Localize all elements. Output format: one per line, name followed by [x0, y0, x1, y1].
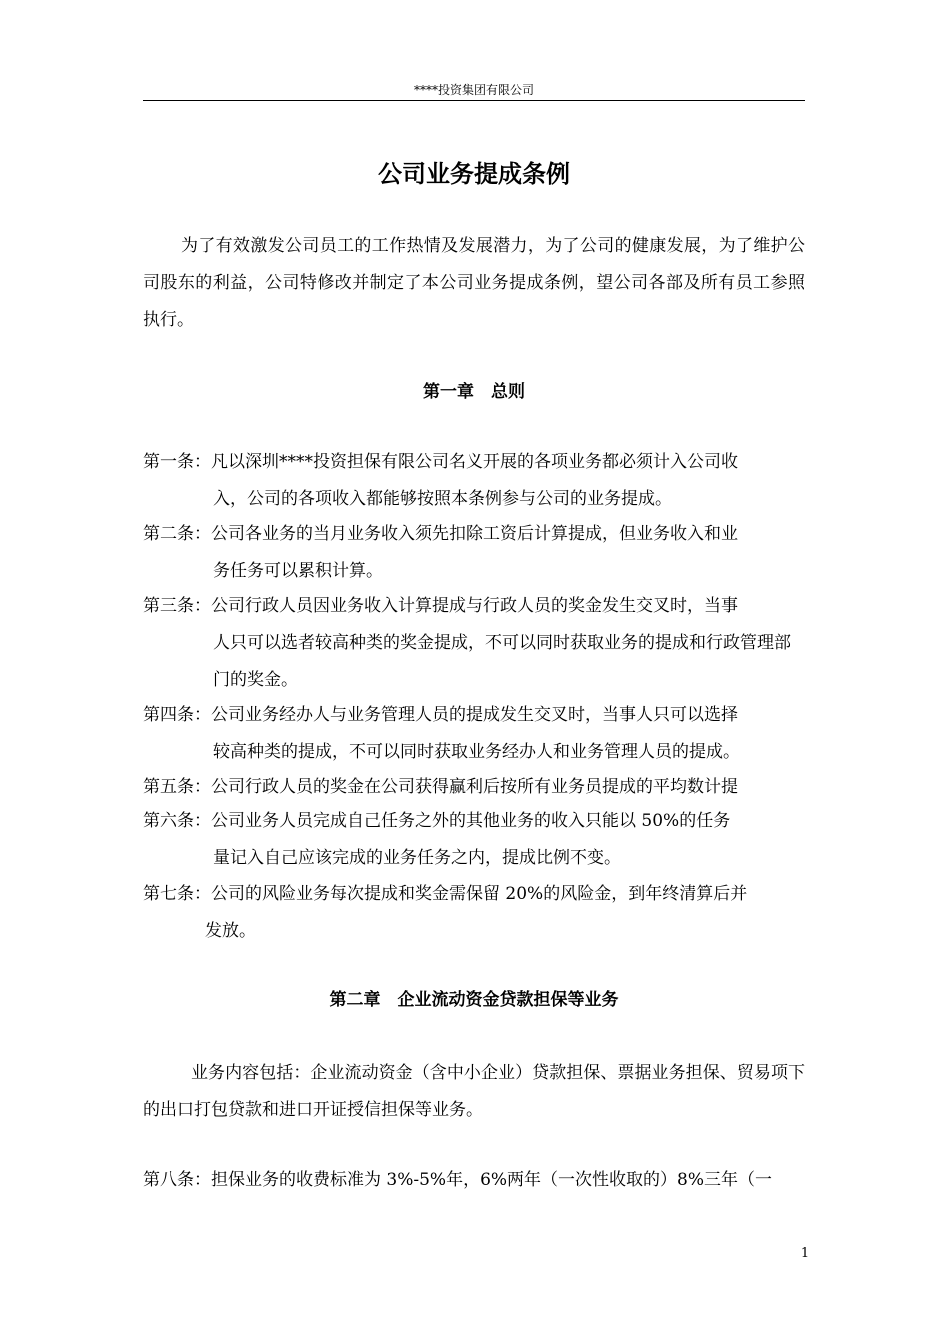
header-rule [143, 100, 805, 101]
article-text-line1: 公司业务经办人与业务管理人员的提成发生交叉时，当事人只可以选择 [211, 705, 738, 725]
article-text-line1: 公司行政人员的奖金在公司获得赢利后按所有业务员提成的平均数计提 [211, 777, 738, 797]
article-label: 第八条： [143, 1170, 211, 1190]
article-body [211, 803, 807, 877]
article-label: 第六条： [143, 811, 211, 831]
article-2 [143, 516, 807, 590]
article-label: 第三条： [143, 596, 211, 616]
article-label: 第一条： [143, 452, 211, 472]
article-text-line1: 公司业务人员完成自己任务之外的其他业务的收入只能以 50%的任务 [211, 811, 731, 831]
article-label: 第七条： [143, 884, 211, 904]
article-text-line1: 公司行政人员因业务收入计算提成与行政人员的奖金发生交叉时，当事 [211, 596, 738, 616]
article-1 [143, 444, 807, 518]
article-body [211, 444, 807, 518]
article-7 [143, 876, 807, 950]
document-title: 公司业务提成条例 [378, 159, 570, 188]
article-body [211, 1162, 807, 1199]
article-4 [143, 697, 807, 771]
article-text-rest: 入，公司的各项收入都能够按照本条例参与公司的业务提成。 [213, 489, 672, 509]
article-text-line1: 公司的风险业务每次提成和奖金需保留 20%的风险金，到年终清算后并 [211, 884, 748, 904]
article-text-rest: 务任务可以累积计算。 [213, 561, 383, 581]
page-header: ****投资集团有限公司 [413, 83, 534, 97]
article-label: 第四条： [143, 705, 211, 725]
article-text-line1: 公司各业务的当月业务收入须先扣除工资后计算提成，但业务收入和业 [211, 524, 738, 544]
article-body [211, 588, 807, 699]
article-8 [143, 1162, 807, 1199]
page-number: 1 [800, 1246, 810, 1261]
chapter-2-intro: 业务内容包括：企业流动资金（含中小企业）贷款担保、票据业务担保、贸易项下的出口打包贷款和进口开证授信担保等业务。 [143, 1063, 805, 1120]
article-body [205, 876, 807, 950]
article-text-rest: 量记入自己应该完成的业务任务之内，提成比例不变。 [213, 848, 621, 868]
article-label: 第五条： [143, 777, 211, 797]
article-text-rest: 较高种类的提成，不可以同时获取业务经办人和业务管理人员的提成。 [213, 742, 740, 762]
intro-paragraph: 为了有效激发公司员工的工作热情及发展潜力，为了公司的健康发展，为了维护公司股东的利益，公司特修改并制定了本公司业务提成条例，望公司各部及所有员工参照执行。 [143, 236, 805, 330]
article-text-line1: 凡以深圳****投资担保有限公司名义开展的各项业务都必须计入公司收 [211, 452, 738, 472]
article-text-line1: 担保业务的收费标准为 3%-5%年，6%两年（一次性收取的）8%三年（一 [211, 1170, 773, 1190]
chapter-1-heading: 第一章 总则 [423, 382, 525, 402]
article-body [211, 697, 807, 771]
article-body [211, 516, 807, 590]
article-3 [143, 588, 807, 699]
article-text-rest: 人只可以选者较高种类的奖金提成，不可以同时获取业务的提成和行政管理部门的奖金。 [213, 633, 791, 690]
article-label: 第二条： [143, 524, 211, 544]
article-6 [143, 803, 807, 877]
article-5 [143, 769, 807, 806]
article-text-rest: 发放。 [205, 921, 256, 941]
chapter-2-heading: 第二章 企业流动资金贷款担保等业务 [329, 990, 619, 1010]
article-body [211, 769, 807, 806]
